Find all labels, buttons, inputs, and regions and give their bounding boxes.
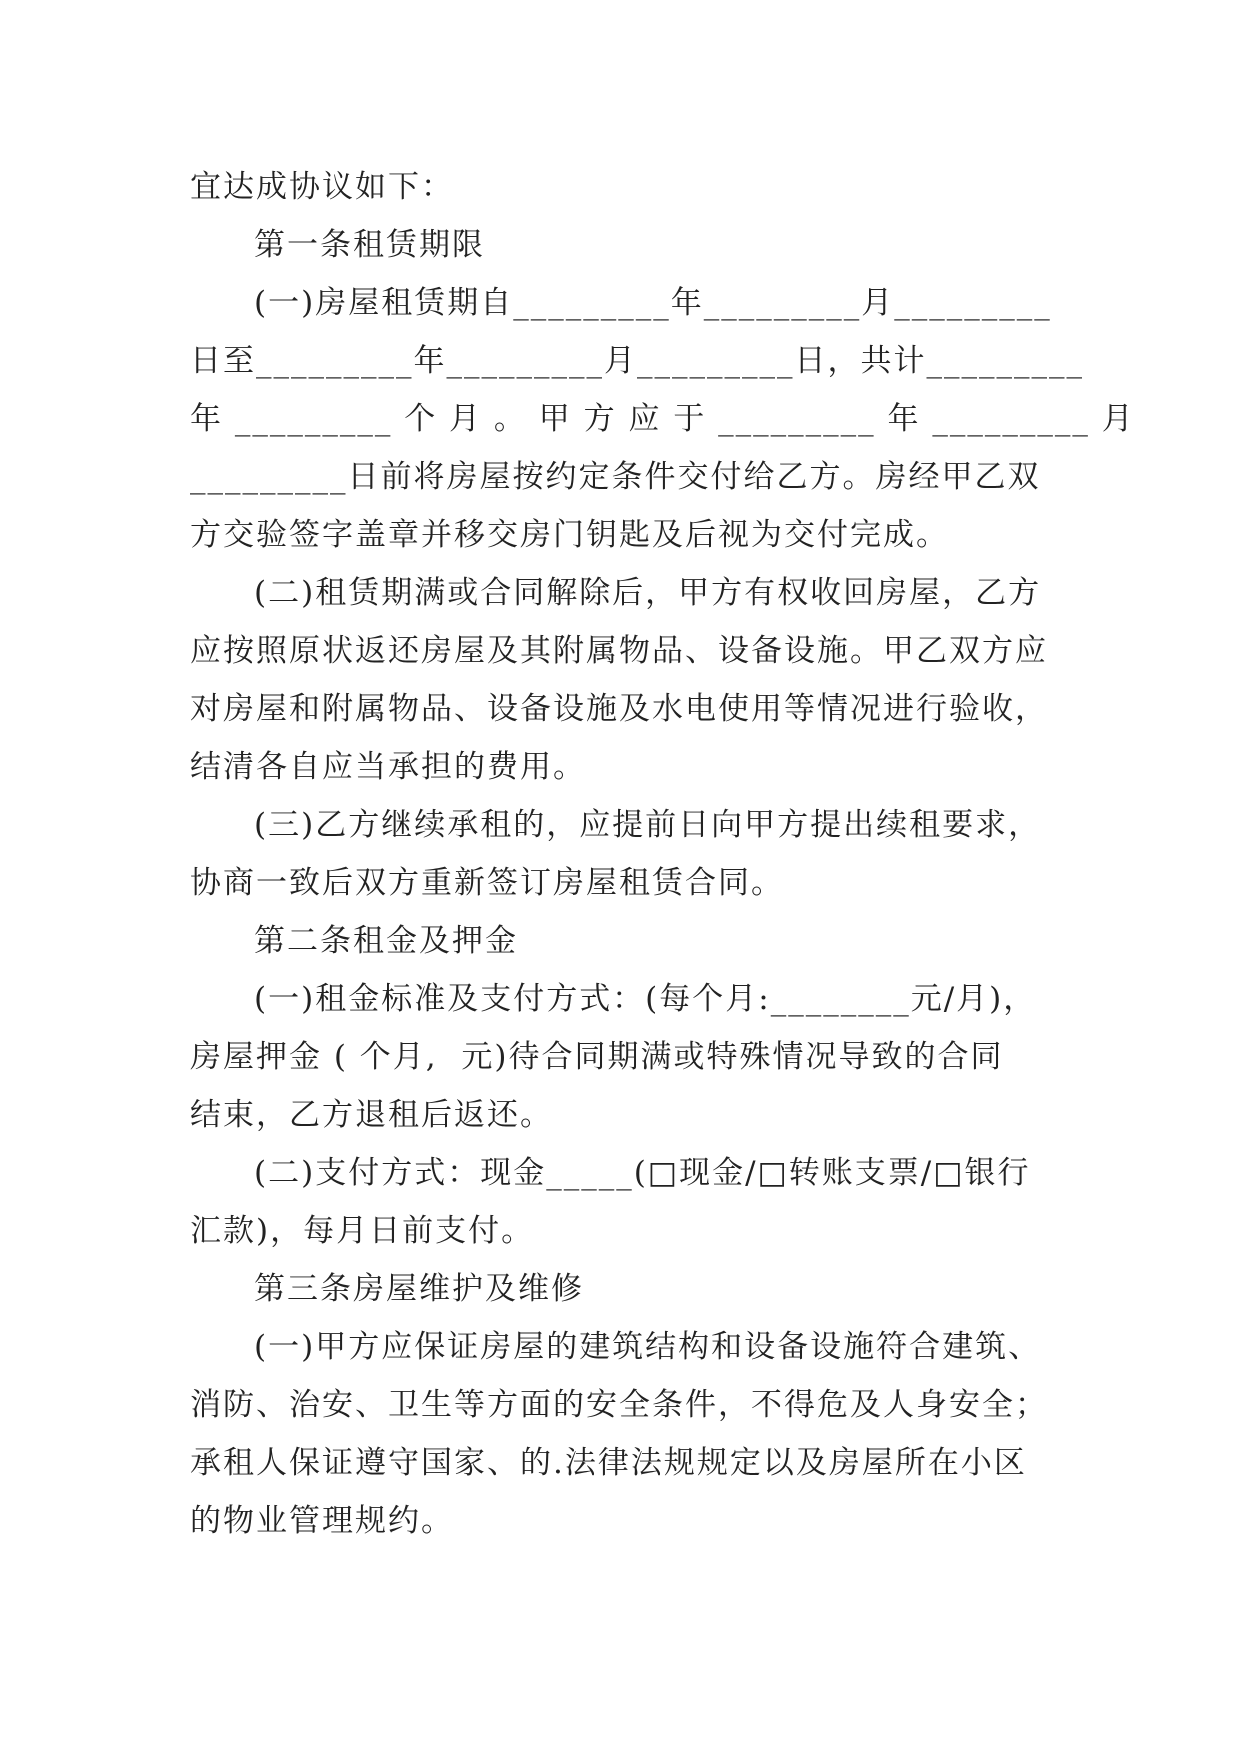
- text-line: 结清各自应当承担的费用。: [190, 749, 586, 785]
- text-line: 日至_________年_________月_________日，共计_________: [190, 343, 1084, 379]
- text-line: (一)甲方应保证房屋的建筑结构和设备设施符合建筑、: [254, 1329, 1042, 1365]
- section-heading: 第三条房屋维护及维修: [254, 1271, 584, 1307]
- text-line: (一)房屋租赁期自_________年_________月_________: [254, 285, 1052, 321]
- section-heading: 第二条租金及押金: [254, 923, 518, 959]
- text-line: 汇款)，每月日前支付。: [190, 1213, 535, 1249]
- text-line: 承租人保证遵守国家、的.法律法规规定以及房屋所在小区: [190, 1445, 1027, 1481]
- text-line: (一)租金标准及支付方式：(每个月:________元/月)，: [254, 981, 1037, 1017]
- text-line: 的物业管理规约。: [190, 1503, 454, 1539]
- text-line: _________日前将房屋按约定条件交付给乙方。房经甲乙双: [190, 459, 1041, 495]
- text-line: 结束，乙方退租后返还。: [190, 1097, 553, 1133]
- text-line: 应按照原状返还房屋及其附属物品、设备设施。甲乙双方应: [190, 633, 1048, 669]
- text-line: 房屋押金 ( 个月, 元)待合同期满或特殊情况导致的合同: [190, 1039, 1004, 1075]
- text-line: 对房屋和附属物品、设备设施及水电使用等情况进行验收，: [190, 691, 1048, 727]
- text-line: 年 _________ 个 月 。 甲 方 应 于 _________ 年 _________ 月: [190, 401, 1135, 437]
- text-line: 宜达成协议如下：: [190, 169, 454, 205]
- text-line: (三)乙方继续承租的，应提前日向甲方提出续租要求，: [254, 807, 1042, 843]
- section-heading: 第一条租赁期限: [254, 227, 485, 263]
- text-line: 协商一致后双方重新签订房屋租赁合同。: [190, 865, 784, 901]
- text-line: 消防、治安、卫生等方面的安全条件，不得危及人身安全；: [190, 1387, 1048, 1423]
- text-line: (二)租赁期满或合同解除后，甲方有权收回房屋，乙方: [254, 575, 1042, 611]
- text-line: 方交验签字盖章并移交房门钥匙及后视为交付完成。: [190, 517, 949, 553]
- text-line: (二)支付方式：现金_____(□现金/□转账支票/□银行: [254, 1155, 1031, 1191]
